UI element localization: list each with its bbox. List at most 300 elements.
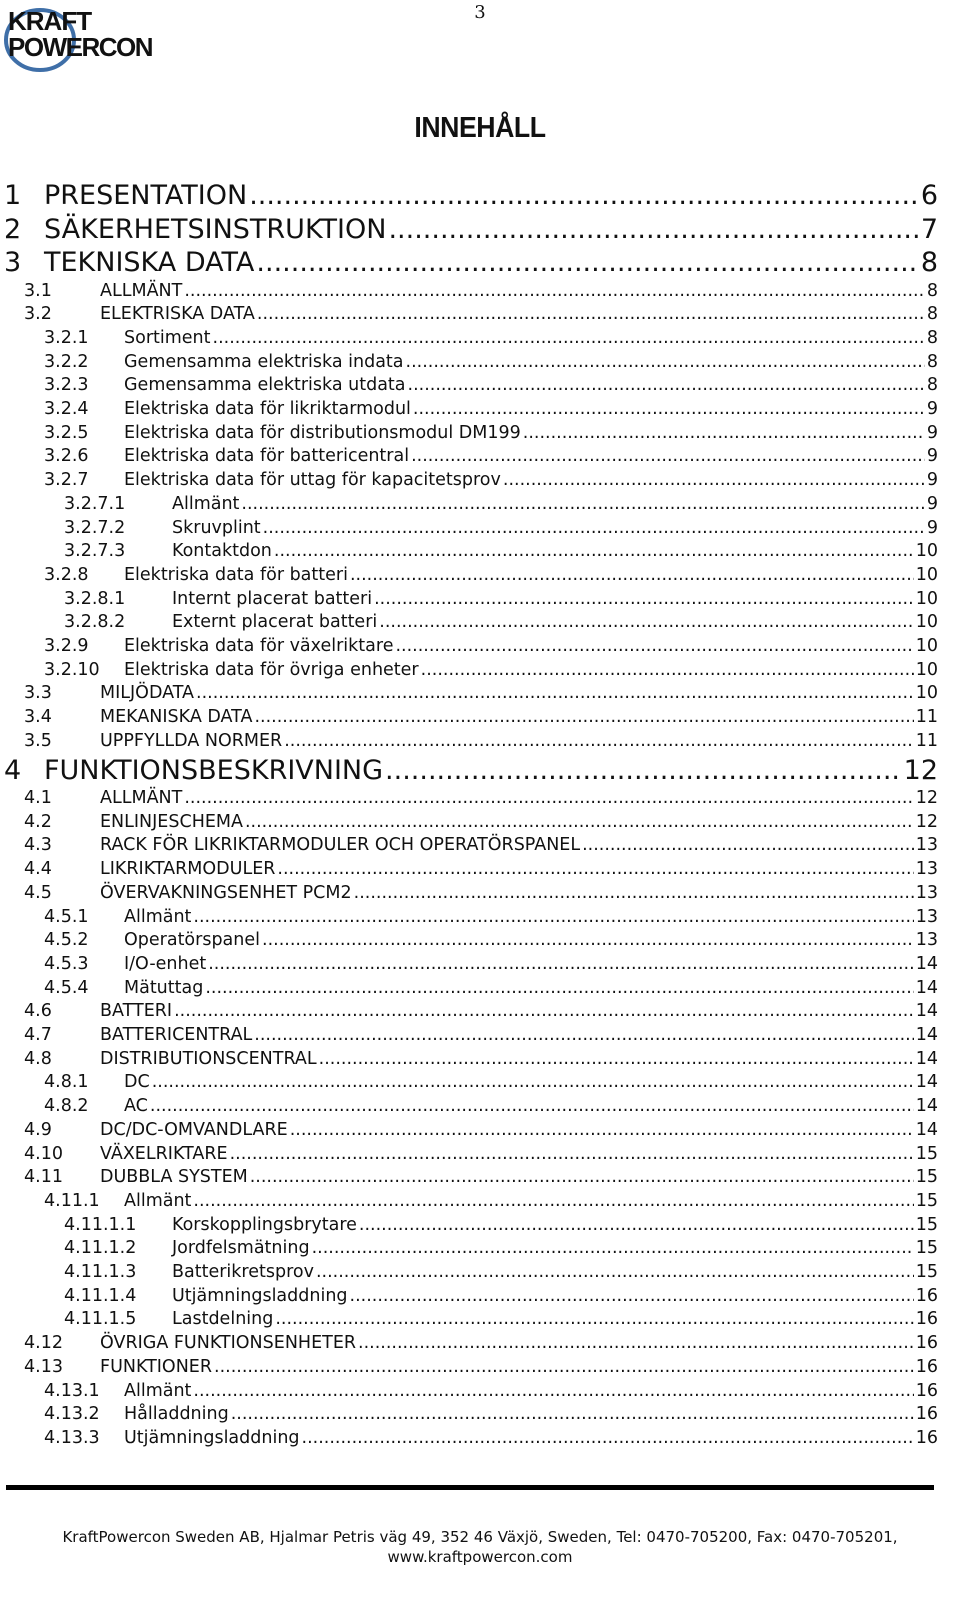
toc-entry-number: 4.3 xyxy=(24,835,52,856)
toc-entry-page: 9 xyxy=(926,470,938,491)
toc-entry-page: 14 xyxy=(915,953,938,974)
toc-entry[interactable] xyxy=(0,541,960,565)
toc-entry-number: 3.2.7.3 xyxy=(64,541,126,562)
toc-entry[interactable] xyxy=(0,954,960,978)
toc-entry-title: Elektriska data för batteri xyxy=(124,564,348,585)
toc-entry-title: Gemensamma elektriska indata xyxy=(124,351,404,372)
toc-dot-leader xyxy=(277,859,913,879)
toc-dot-leader xyxy=(350,1286,914,1306)
toc-entry-number: 3.2.9 xyxy=(44,636,89,656)
toc-entry-title: Lastdelning xyxy=(172,1309,274,1330)
toc-entry-body xyxy=(124,954,938,974)
toc-entry-page: 10 xyxy=(915,564,938,585)
toc-entry-page: 10 xyxy=(915,612,938,633)
toc-entry-page: 7 xyxy=(920,213,938,245)
toc-dot-leader xyxy=(263,518,925,538)
toc-dot-leader xyxy=(245,812,914,832)
toc-entry-number: 2 xyxy=(4,213,22,245)
toc-entry[interactable] xyxy=(0,281,960,305)
toc-entry[interactable] xyxy=(0,835,960,859)
toc-entry[interactable] xyxy=(0,1096,960,1120)
toc-entry[interactable] xyxy=(0,755,960,789)
toc-entry-body xyxy=(124,565,938,585)
toc-entry-number: 3.2.10 xyxy=(44,659,100,680)
toc-entry-page: 13 xyxy=(915,882,938,903)
toc-entry-body xyxy=(124,399,938,419)
toc-dot-leader xyxy=(284,731,914,751)
toc-entry-body xyxy=(100,707,938,727)
toc-entry-title: Elektriska data för likriktarmodul xyxy=(124,399,411,419)
toc-dot-leader xyxy=(406,352,925,372)
toc-entry[interactable] xyxy=(0,812,960,836)
toc-dot-leader xyxy=(249,180,919,211)
toc-entry-body xyxy=(124,1072,938,1092)
toc-entry-title: MEKANISKA DATA xyxy=(100,707,253,728)
page-number: 3 xyxy=(474,2,486,23)
footer-address: KraftPowercon Sweden AB, Hjalmar Petris väg 49, 352 46 Växjö, Sweden, Tel: 0470-705200, Fax: 0470-705201, xyxy=(62,1528,898,1546)
toc-entry-page: 8 xyxy=(926,351,938,372)
toc-dot-leader xyxy=(354,883,914,903)
toc-entry-body xyxy=(124,375,938,395)
toc-entry-page: 15 xyxy=(915,1190,938,1211)
toc-entry-title: UPPFYLLDA NORMER xyxy=(100,730,283,751)
toc-entry-title: I/O-enhet xyxy=(124,953,207,974)
toc-entry-number: 4.13.3 xyxy=(44,1427,100,1448)
toc-entry-title: Utjämningsladdning xyxy=(124,1427,300,1448)
footer xyxy=(0,1527,960,1567)
toc-entry[interactable] xyxy=(0,1286,960,1310)
svg-text:KRAFT: KRAFT xyxy=(8,6,92,36)
toc-entry-title: Elektriska data för uttag för kapacitetsprov xyxy=(124,470,501,491)
toc-entry-number: 3.2.7.1 xyxy=(64,493,126,514)
toc-entry-number: 3.2.8.2 xyxy=(64,612,126,633)
toc-entry-number: 3.2.2 xyxy=(44,351,89,372)
toc-entry[interactable] xyxy=(0,247,960,281)
toc-entry-number: 4.9 xyxy=(24,1119,52,1140)
toc-entry-page: 15 xyxy=(915,1143,938,1164)
toc-dot-leader xyxy=(184,788,913,808)
toc-entry[interactable] xyxy=(0,1215,960,1239)
toc-entry[interactable] xyxy=(0,660,960,684)
toc-entry-page: 8 xyxy=(926,304,938,325)
toc-entry[interactable] xyxy=(0,1428,960,1452)
toc-dot-leader xyxy=(254,707,913,727)
toc-entry-body xyxy=(100,731,938,751)
toc-entry-body xyxy=(124,1381,938,1401)
toc-dot-leader xyxy=(231,1404,914,1424)
toc-entry-body xyxy=(124,978,938,998)
toc-entry-number: 3.2.8.1 xyxy=(64,588,126,609)
toc-entry-page: 16 xyxy=(915,1427,938,1448)
toc-dot-leader xyxy=(208,954,914,974)
toc-entry-number: 3.2 xyxy=(24,304,52,325)
footer-divider xyxy=(6,1485,934,1490)
toc-entry-body xyxy=(100,788,938,808)
toc-entry[interactable] xyxy=(0,1333,960,1357)
toc-entry-title: PRESENTATION xyxy=(44,180,248,211)
toc-dot-leader xyxy=(275,1309,913,1329)
toc-entry[interactable] xyxy=(0,612,960,636)
toc-entry-number: 4.1 xyxy=(24,788,52,808)
toc-entry-page: 15 xyxy=(915,1214,938,1235)
toc-dot-leader xyxy=(350,565,914,585)
toc-entry-body xyxy=(124,423,938,443)
toc-entry-body xyxy=(100,281,938,301)
toc-entry[interactable] xyxy=(0,180,960,214)
toc-entry[interactable] xyxy=(0,446,960,470)
toc-entry-title: SÄKERHETSINSTRUKTION xyxy=(44,213,387,245)
toc-entry-page: 14 xyxy=(915,1001,938,1022)
toc-entry-body xyxy=(172,1286,938,1306)
toc-entry-title: ALLMÄNT xyxy=(100,788,183,808)
toc-dot-leader xyxy=(379,612,913,632)
toc-entry[interactable] xyxy=(0,518,960,542)
toc-entry-number: 1 xyxy=(4,180,22,211)
toc-entry-title: TEKNISKA DATA xyxy=(44,247,255,278)
toc-entry[interactable] xyxy=(0,1262,960,1286)
toc-entry-page: 13 xyxy=(915,859,938,880)
toc-dot-leader xyxy=(395,636,913,656)
toc-entry[interactable] xyxy=(0,470,960,494)
toc-dot-leader xyxy=(193,1381,913,1401)
toc-entry[interactable] xyxy=(0,1404,960,1428)
toc-entry[interactable] xyxy=(0,731,960,755)
toc-entry-title: Korskopplingsbrytare xyxy=(172,1214,357,1235)
toc-entry-page: 8 xyxy=(926,280,938,301)
toc-entry-page: 8 xyxy=(926,327,938,348)
toc-entry-title: Internt placerat batteri xyxy=(172,588,373,609)
toc-entry[interactable] xyxy=(0,352,960,376)
toc-entry-body xyxy=(172,589,938,609)
toc-dot-leader xyxy=(184,281,925,301)
toc-entry-body xyxy=(124,1404,938,1424)
toc-entry-body xyxy=(172,541,938,561)
toc-entry[interactable] xyxy=(0,1144,960,1168)
toc-dot-leader xyxy=(388,214,918,245)
toc-entry-page: 14 xyxy=(915,1048,938,1069)
toc-entry-body xyxy=(124,1428,938,1448)
toc-entry[interactable] xyxy=(0,423,960,447)
toc-entry-body xyxy=(172,494,938,514)
toc-entry-number: 4.5.1 xyxy=(44,906,89,927)
toc-entry-body xyxy=(172,518,938,538)
toc-entry-body xyxy=(124,1096,938,1116)
toc-entry-body xyxy=(172,1215,938,1235)
toc-entry-number: 4.5.4 xyxy=(44,977,89,998)
toc-dot-leader xyxy=(312,1238,914,1258)
toc-dot-leader xyxy=(385,755,902,786)
toc-entry-body xyxy=(44,755,938,786)
toc-entry-number: 3.2.7 xyxy=(44,470,89,491)
toc-entry[interactable] xyxy=(0,907,960,931)
toc-entry-body xyxy=(172,612,938,632)
toc-entry-number: 4.2 xyxy=(24,811,52,832)
toc-entry[interactable] xyxy=(0,565,960,589)
toc-dot-leader xyxy=(193,1191,913,1211)
toc-dot-leader xyxy=(290,1120,914,1140)
toc-dot-leader xyxy=(503,470,925,490)
toc-entry-title: FUNKTIONER xyxy=(100,1356,213,1377)
toc-entry-page: 16 xyxy=(915,1333,938,1354)
toc-dot-leader xyxy=(374,589,914,609)
toc-entry-page: 13 xyxy=(915,835,938,856)
toc-entry-number: 3.2.4 xyxy=(44,399,89,419)
toc-entry-title: Mätuttag xyxy=(124,977,204,998)
toc-dot-leader xyxy=(302,1428,914,1448)
toc-entry-number: 4.13.2 xyxy=(44,1404,100,1425)
toc-entry-title: ELEKTRISKA DATA xyxy=(100,304,255,325)
toc-entry-page: 13 xyxy=(915,906,938,927)
toc-dot-leader xyxy=(230,1144,914,1164)
toc-entry-page: 9 xyxy=(926,422,938,443)
toc-entry-page: 8 xyxy=(926,375,938,396)
toc-entry-number: 3.2.5 xyxy=(44,422,89,443)
toc-entry[interactable] xyxy=(0,494,960,518)
toc-entry-number: 3.2.6 xyxy=(44,446,89,467)
toc-entry[interactable] xyxy=(0,214,960,248)
toc-entry-body xyxy=(124,1191,938,1211)
toc-entry-page: 14 xyxy=(915,1025,938,1045)
toc-entry[interactable] xyxy=(0,883,960,907)
toc-entry-page: 9 xyxy=(926,399,938,419)
toc-entry-title: Allmänt xyxy=(172,493,240,514)
toc-entry[interactable] xyxy=(0,1120,960,1144)
toc-entry-body xyxy=(100,1025,938,1045)
toc-entry-title: Kontaktdon xyxy=(172,541,272,562)
toc-entry-title: Gemensamma elektriska utdata xyxy=(124,375,406,396)
toc-entry-title: DC/DC-OMVANDLARE xyxy=(100,1119,288,1140)
toc-entry-page: 10 xyxy=(915,588,938,609)
toc-entry[interactable] xyxy=(0,1001,960,1025)
toc-entry-page: 14 xyxy=(915,1072,938,1093)
toc-entry[interactable] xyxy=(0,1072,960,1096)
toc-entry-number: 4.8.2 xyxy=(44,1096,89,1117)
toc-entry[interactable] xyxy=(0,328,960,352)
toc-entry-body xyxy=(100,1167,938,1187)
toc-entry-number: 4 xyxy=(4,754,22,786)
toc-entry[interactable] xyxy=(0,1025,960,1049)
toc-dot-leader xyxy=(319,1049,914,1069)
toc-entry-page: 10 xyxy=(915,659,938,680)
toc-entry-title: ÖVERVAKNINGSENHET PCM2 xyxy=(100,882,352,903)
toc-dot-leader xyxy=(250,1167,914,1187)
toc-entry-number: 4.11.1 xyxy=(44,1190,100,1211)
toc-entry-body xyxy=(124,660,938,680)
toc-entry-body xyxy=(124,470,938,490)
toc-dot-leader xyxy=(421,660,914,680)
toc-entry-number: 3.2.1 xyxy=(44,327,89,348)
toc-entry-title: LIKRIKTARMODULER xyxy=(100,859,276,880)
toc-entry-number: 4.11.1.2 xyxy=(64,1238,137,1259)
toc-entry-body xyxy=(124,930,938,950)
toc-entry-title: Allmänt xyxy=(124,1190,192,1211)
toc-entry-title: Elektriska data för distributionsmodul DM199 xyxy=(124,422,521,443)
toc-entry[interactable] xyxy=(0,859,960,883)
toc-entry-page: 16 xyxy=(915,1309,938,1330)
toc-dot-leader xyxy=(152,1072,914,1092)
toc-entry-title: ENLINJESCHEMA xyxy=(100,811,243,832)
toc-entry-number: 4.12 xyxy=(24,1333,63,1354)
toc-entry-number: 4.11 xyxy=(24,1167,63,1188)
toc-dot-leader xyxy=(359,1215,914,1235)
toc-entry[interactable] xyxy=(0,1167,960,1191)
toc-entry[interactable] xyxy=(0,707,960,731)
toc-entry-page: 8 xyxy=(920,247,938,278)
toc-entry-page: 16 xyxy=(915,1380,938,1401)
toc-entry-title: DUBBLA SYSTEM xyxy=(100,1167,248,1188)
toc-entry-body xyxy=(124,907,938,927)
toc-entry-number: 4.11.1.4 xyxy=(64,1285,137,1306)
toc-entry-title: Jordfelsmätning xyxy=(172,1238,310,1259)
toc-entry-number: 3.2.3 xyxy=(44,375,89,396)
toc-entry-body xyxy=(100,683,938,703)
toc-entry-body xyxy=(44,214,938,245)
toc-entry[interactable] xyxy=(0,978,960,1002)
toc-entry-title: Elektriska data för växelriktare xyxy=(124,636,394,656)
toc-dot-leader xyxy=(241,494,924,514)
toc-dot-leader xyxy=(193,907,913,927)
toc-entry-title: Operatörspanel xyxy=(124,930,261,951)
toc-entry[interactable] xyxy=(0,1191,960,1215)
toc-entry-title: DC xyxy=(124,1072,150,1093)
toc-entry-page: 15 xyxy=(915,1262,938,1282)
toc-entry[interactable] xyxy=(0,1238,960,1262)
toc-entry-title: VÄXELRIKTARE xyxy=(100,1143,228,1164)
toc-dot-leader xyxy=(256,247,918,278)
toc-dot-leader xyxy=(214,1357,914,1377)
toc-entry-page: 16 xyxy=(915,1356,938,1377)
toc-entry-number: 4.11.1.5 xyxy=(64,1309,137,1330)
toc-entry-number: 4.8 xyxy=(24,1048,52,1069)
toc-entry-page: 16 xyxy=(915,1404,938,1425)
toc-dot-leader xyxy=(411,446,925,466)
toc-entry-page: 10 xyxy=(915,683,938,704)
toc-entry-body xyxy=(100,1049,938,1069)
toc-entry[interactable] xyxy=(0,1357,960,1381)
toc-entry[interactable] xyxy=(0,1049,960,1073)
toc-entry-title: ALLMÄNT xyxy=(100,280,183,301)
toc-entry-page: 10 xyxy=(915,636,938,656)
toc-entry-title: Externt placerat batteri xyxy=(172,612,378,633)
toc-entry-title: Allmänt xyxy=(124,906,192,927)
toc-entry-body xyxy=(100,812,938,832)
toc-heading: INNEHÅLL xyxy=(414,112,546,144)
toc-entry[interactable] xyxy=(0,399,960,423)
toc-entry-number: 3.2.7.2 xyxy=(64,517,126,538)
toc-entry-body xyxy=(100,883,938,903)
toc-dot-leader xyxy=(196,683,914,703)
toc-entry-body xyxy=(100,1357,938,1377)
toc-dot-leader xyxy=(523,423,925,443)
toc-entry-number: 4.13 xyxy=(24,1356,63,1377)
toc-entry-title: Utjämningsladdning xyxy=(172,1285,348,1306)
toc-entry[interactable] xyxy=(0,1309,960,1333)
toc-entry-page: 15 xyxy=(915,1167,938,1188)
footer-website: www.kraftpowercon.com xyxy=(387,1548,573,1566)
toc-entry-page: 9 xyxy=(926,493,938,514)
toc-entry-title: Allmänt xyxy=(124,1380,192,1401)
toc-dot-leader xyxy=(257,304,925,324)
toc-dot-leader xyxy=(358,1333,914,1353)
toc-entry-number: 4.11.1.1 xyxy=(64,1214,137,1235)
toc-entry-number: 4.5.3 xyxy=(44,953,89,974)
toc-entry[interactable] xyxy=(0,1381,960,1405)
toc-entry[interactable] xyxy=(0,375,960,399)
toc-entry[interactable] xyxy=(0,930,960,954)
toc-entry-page: 6 xyxy=(920,180,938,211)
toc-entry-page: 9 xyxy=(926,446,938,467)
toc-entry-body xyxy=(44,180,938,211)
toc-entry-page: 11 xyxy=(915,707,938,728)
toc-entry-body xyxy=(124,328,938,348)
toc-dot-leader xyxy=(316,1262,914,1282)
toc-entry-body xyxy=(172,1309,938,1329)
toc-entry-page: 14 xyxy=(915,1119,938,1140)
toc-entry-body xyxy=(100,1333,938,1353)
toc-entry-title: MILJÖDATA xyxy=(100,683,195,704)
toc-dot-leader xyxy=(205,978,913,998)
toc-entry-body xyxy=(124,446,938,466)
toc-entry[interactable] xyxy=(0,683,960,707)
toc-entry-body xyxy=(124,636,938,656)
toc-entry-number: 4.13.1 xyxy=(44,1380,100,1401)
toc-entry[interactable] xyxy=(0,304,960,328)
toc-entry-body xyxy=(100,1144,938,1164)
toc-entry-page: 15 xyxy=(915,1238,938,1259)
toc-dot-leader xyxy=(262,930,914,950)
toc-entry-title: AC xyxy=(124,1096,148,1117)
toc-entry-page: 13 xyxy=(915,930,938,951)
toc-dot-leader xyxy=(413,399,925,419)
toc-entry[interactable] xyxy=(0,589,960,613)
toc-dot-leader xyxy=(174,1001,914,1021)
toc-entry-page: 14 xyxy=(915,977,938,998)
toc-entry-body xyxy=(100,304,938,324)
toc-entry-body xyxy=(100,1001,938,1021)
toc-entry-page: 12 xyxy=(903,754,938,786)
toc-entry[interactable] xyxy=(0,788,960,812)
toc-entry-number: 3.3 xyxy=(24,683,52,704)
toc-entry-title: Sortiment xyxy=(124,327,211,348)
toc-entry-body xyxy=(124,352,938,372)
toc-entry-title: BATTERI xyxy=(100,1001,173,1022)
toc-entry-body xyxy=(100,835,938,855)
toc-dot-leader xyxy=(408,375,925,395)
toc-entry-page: 9 xyxy=(926,517,938,538)
toc-entry-title: DISTRIBUTIONSCENTRAL xyxy=(100,1048,317,1069)
toc-entry-number: 4.7 xyxy=(24,1025,52,1045)
toc-entry-page: 12 xyxy=(915,811,938,832)
toc-entry-number: 4.11.1.3 xyxy=(64,1262,137,1282)
toc-entry-body xyxy=(172,1238,938,1258)
toc-entry-title: FUNKTIONSBESKRIVNING xyxy=(44,754,384,786)
toc-dot-leader xyxy=(274,541,914,561)
toc-entry[interactable] xyxy=(0,636,960,660)
toc-entry-number: 3.4 xyxy=(24,707,52,728)
toc-dot-leader xyxy=(254,1025,913,1045)
toc-entry-number: 4.8.1 xyxy=(44,1072,89,1093)
toc-entry-body xyxy=(172,1262,938,1282)
toc-entry-title: Hålladdning xyxy=(124,1404,229,1425)
toc-entry-number: 4.5 xyxy=(24,882,52,903)
toc-entry-number: 4.5.2 xyxy=(44,930,89,951)
toc-entry-number: 3 xyxy=(4,247,22,278)
toc-entry-body xyxy=(100,1120,938,1140)
toc-entry-body xyxy=(100,859,938,879)
toc-entry-title: BATTERICENTRAL xyxy=(100,1025,253,1045)
svg-text:POWERCON: POWERCON xyxy=(8,32,152,62)
toc-entry-title: Elektriska data för övriga enheter xyxy=(124,659,419,680)
